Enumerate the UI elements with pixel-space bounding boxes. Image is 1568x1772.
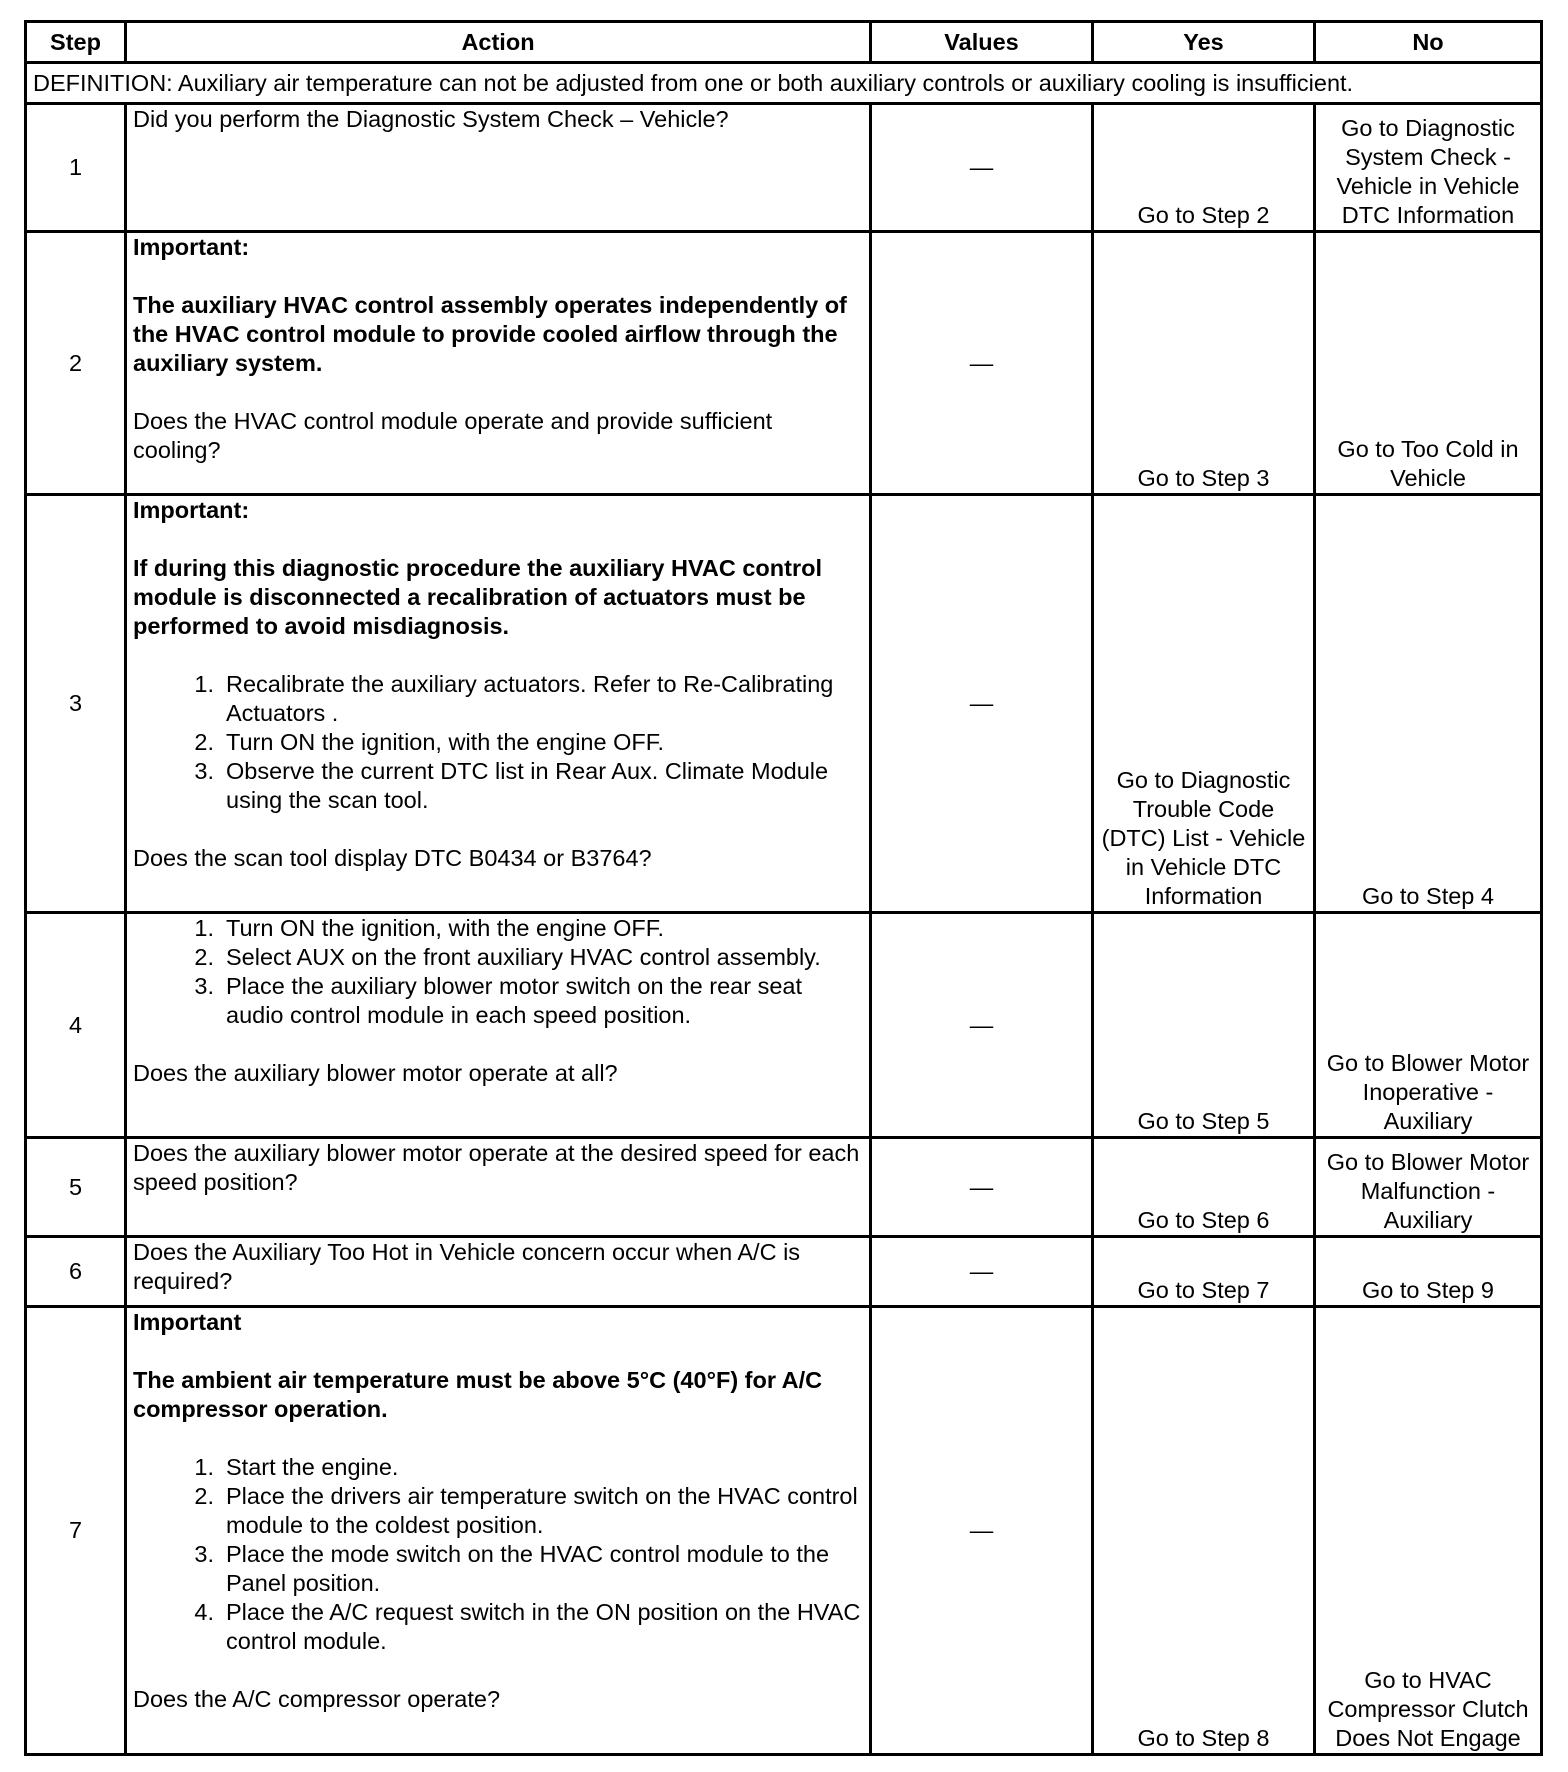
question-text: Does the scan tool display DTC B0434 or B3764?: [133, 845, 652, 871]
yes-link[interactable]: Go to Diagnostic Trouble Code (DTC) List - Vehicle in Vehicle DTC Information: [1093, 495, 1315, 913]
header-step: Step: [26, 22, 126, 63]
step-number: 5: [26, 1138, 126, 1237]
no-link[interactable]: Go to Step 9: [1315, 1237, 1542, 1307]
yes-link[interactable]: Go to Step 3: [1093, 232, 1315, 495]
no-link[interactable]: Go to Too Cold in Vehicle: [1315, 232, 1542, 495]
no-link[interactable]: Go to Diagnostic System Check - Vehicle in Vehicle DTC Information: [1315, 104, 1542, 232]
yes-link[interactable]: Go to Step 2: [1093, 104, 1315, 232]
yes-link[interactable]: Go to Step 5: [1093, 913, 1315, 1138]
list-item: 2. Select AUX on the front auxiliary HVAC control assembly.: [194, 944, 821, 970]
list-item: 1. Recalibrate the auxiliary actuators. Refer to Re-Calibrating Actuators .: [194, 671, 834, 726]
action-cell: [126, 1237, 871, 1307]
no-link[interactable]: Go to Blower Motor Inoperative - Auxiliary: [1315, 913, 1542, 1138]
question-text: Does the HVAC control module operate and provide sufficient cooling?: [133, 408, 773, 463]
header-action: Action: [126, 22, 871, 63]
question-text: Does the Auxiliary Too Hot in Vehicle concern occur when A/C is required?: [133, 1239, 801, 1294]
list-item: 2. Turn ON the ignition, with the engine OFF.: [194, 729, 665, 755]
step-number: 7: [26, 1307, 126, 1755]
no-link[interactable]: Go to HVAC Compressor Clutch Does Not Engage: [1315, 1307, 1542, 1755]
no-link[interactable]: Go to Blower Motor Malfunction - Auxiliary: [1315, 1138, 1542, 1237]
action-cell: [126, 1138, 871, 1237]
step-number: 3: [26, 495, 126, 913]
value-cell: —: [871, 1307, 1093, 1755]
step-number: 2: [26, 232, 126, 495]
no-link[interactable]: Go to Step 4: [1315, 495, 1542, 913]
definition-text: DEFINITION: Auxiliary air temperature can not be adjusted from one or both auxiliary controls or auxiliary cooling is insufficient.: [26, 63, 1542, 104]
yes-link[interactable]: Go to Step 7: [1093, 1237, 1315, 1307]
question-text: Does the A/C compressor operate?: [133, 1686, 501, 1712]
step-number: 1: [26, 104, 126, 232]
diagnostic-table: [24, 20, 1543, 1756]
question-text: Does the auxiliary blower motor operate at the desired speed for each speed position?: [133, 1140, 860, 1195]
list-item: 1. Turn ON the ignition, with the engine OFF.: [194, 915, 665, 941]
procedure-list: [133, 670, 863, 815]
action-cell: [126, 495, 871, 913]
list-item: 3. Observe the current DTC list in Rear Aux. Climate Module using the scan tool.: [194, 758, 829, 813]
value-cell: —: [871, 1138, 1093, 1237]
step-number: 4: [26, 913, 126, 1138]
value-cell: —: [871, 104, 1093, 232]
table-row: [26, 1307, 1542, 1755]
table-row: [26, 913, 1542, 1138]
value-cell: —: [871, 1237, 1093, 1307]
important-label: Important:: [133, 497, 250, 523]
list-item: 1. Start the engine.: [194, 1454, 399, 1480]
procedure-list: [133, 914, 863, 1030]
action-cell: [126, 913, 871, 1138]
important-label: Important:: [133, 234, 250, 260]
procedure-list: [133, 1453, 863, 1656]
value-cell: —: [871, 232, 1093, 495]
table-row: [26, 1237, 1542, 1307]
value-cell: —: [871, 495, 1093, 913]
action-cell: [126, 232, 871, 495]
important-note: If during this diagnostic procedure the auxiliary HVAC control module is disconnected a recalibration of actuators must be performed to avoid misdiagnosis.: [133, 555, 822, 639]
header-no: No: [1315, 22, 1542, 63]
table-row: [26, 104, 1542, 232]
list-item: 3. Place the mode switch on the HVAC control module to the Panel position.: [194, 1541, 830, 1596]
value-cell: —: [871, 913, 1093, 1138]
definition-row: [26, 63, 1542, 104]
question-text: Did you perform the Diagnostic System Check – Vehicle?: [133, 106, 729, 132]
important-note: The ambient air temperature must be above 5°C (40°F) for A/C compressor operation.: [133, 1367, 823, 1422]
important-note: The auxiliary HVAC control assembly operates independently of the HVAC control module to provide cooled airflow through the auxiliary system.: [133, 292, 847, 376]
table-row: [26, 232, 1542, 495]
list-item: 2. Place the drivers air temperature switch on the HVAC control module to the coldest position.: [194, 1483, 858, 1538]
important-label: Important: [133, 1309, 242, 1335]
list-item: 3. Place the auxiliary blower motor switch on the rear seat audio control module in each speed position.: [194, 973, 803, 1028]
table-row: [26, 495, 1542, 913]
table-row: [26, 1138, 1542, 1237]
step-number: 6: [26, 1237, 126, 1307]
action-cell: [126, 104, 871, 232]
action-cell: [126, 1307, 871, 1755]
yes-link[interactable]: Go to Step 6: [1093, 1138, 1315, 1237]
header-row: [26, 22, 1542, 63]
list-item: 4. Place the A/C request switch in the ON position on the HVAC control module.: [194, 1599, 861, 1654]
yes-link[interactable]: Go to Step 8: [1093, 1307, 1315, 1755]
header-values: Values: [871, 22, 1093, 63]
header-yes: Yes: [1093, 22, 1315, 63]
question-text: Does the auxiliary blower motor operate at all?: [133, 1060, 618, 1086]
